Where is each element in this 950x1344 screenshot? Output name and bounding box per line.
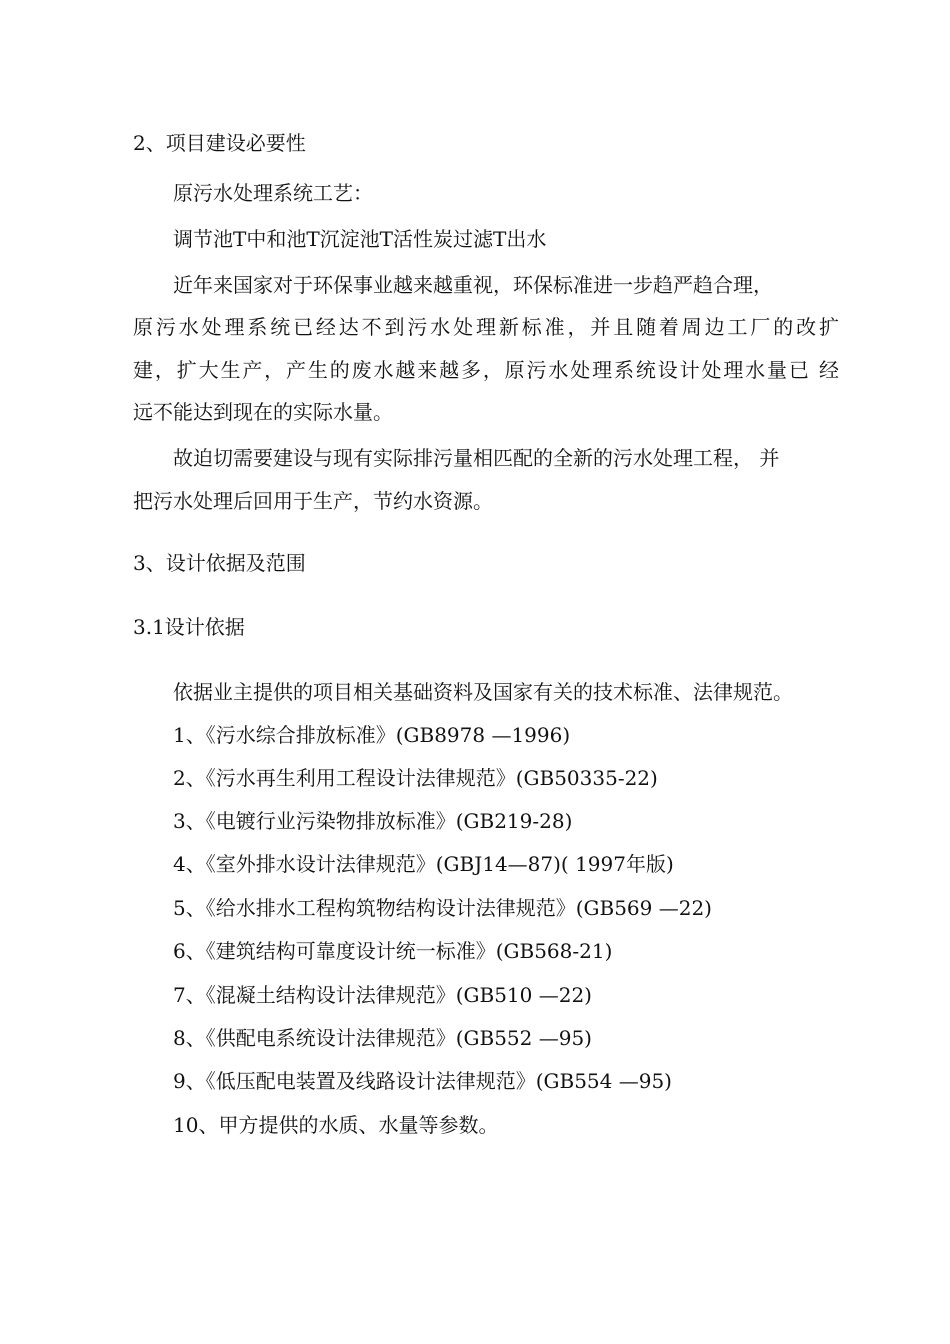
list-item: 8、《供配电系统设计法律规范》(GB552 —95)	[173, 1026, 592, 1050]
section-2-heading: 2、项目建设必要性	[133, 131, 306, 155]
process-flow: 调节池T中和池T沉淀池T活性炭过滤T出水	[173, 227, 547, 251]
list-item: 7、《混凝土结构设计法律规范》(GB510 —22)	[173, 983, 592, 1007]
paragraph-line: 远不能达到现在的实际水量。	[133, 400, 393, 424]
list-item: 2、《污水再生利用工程设计法律规范》(GB50335-22)	[173, 766, 658, 790]
list-item: 9、《低压配电装置及线路设计法律规范》(GB554 —95)	[173, 1069, 672, 1093]
list-item: 6、《建筑结构可靠度设计统一标准》(GB568-21)	[173, 939, 613, 963]
list-item: 4、《室外排水设计法律规范》(GBJ14—87)( 1997年版)	[173, 852, 674, 876]
paragraph-line: 建，扩大生产，产生的废水越来越多，原污水处理系统设计处理水量已 经	[133, 358, 839, 382]
section-3-1-heading: 3.1设计依据	[133, 615, 245, 639]
section-3-heading: 3、设计依据及范围	[133, 551, 306, 575]
list-item: 10、甲方提供的水质、水量等参数。	[173, 1113, 499, 1137]
list-item: 5、《给水排水工程构筑物结构设计法律规范》(GB569 —22)	[173, 896, 712, 920]
basis-intro: 依据业主提供的项目相关基础资料及国家有关的技术标准、法律规范。	[173, 680, 793, 704]
paragraph-line: 原污水处理系统已经达不到污水处理新标准，并且随着周边工厂的改扩	[133, 315, 839, 339]
paragraph-line: 近年来国家对于环保事业越来越重视，环保标准进一步趋严趋合理，	[173, 273, 773, 297]
paragraph-line: 把污水处理后回用于生产，节约水资源。	[133, 489, 493, 513]
list-item: 3、《电镀行业污染物排放标准》(GB219-28)	[173, 809, 573, 833]
process-label: 原污水处理系统工艺：	[173, 181, 373, 205]
list-item: 1、《污水综合排放标准》(GB8978 —1996)	[173, 723, 571, 747]
paragraph-line: 故迫切需要建设与现有实际排污量相匹配的全新的污水处理工程， 并	[173, 446, 780, 470]
